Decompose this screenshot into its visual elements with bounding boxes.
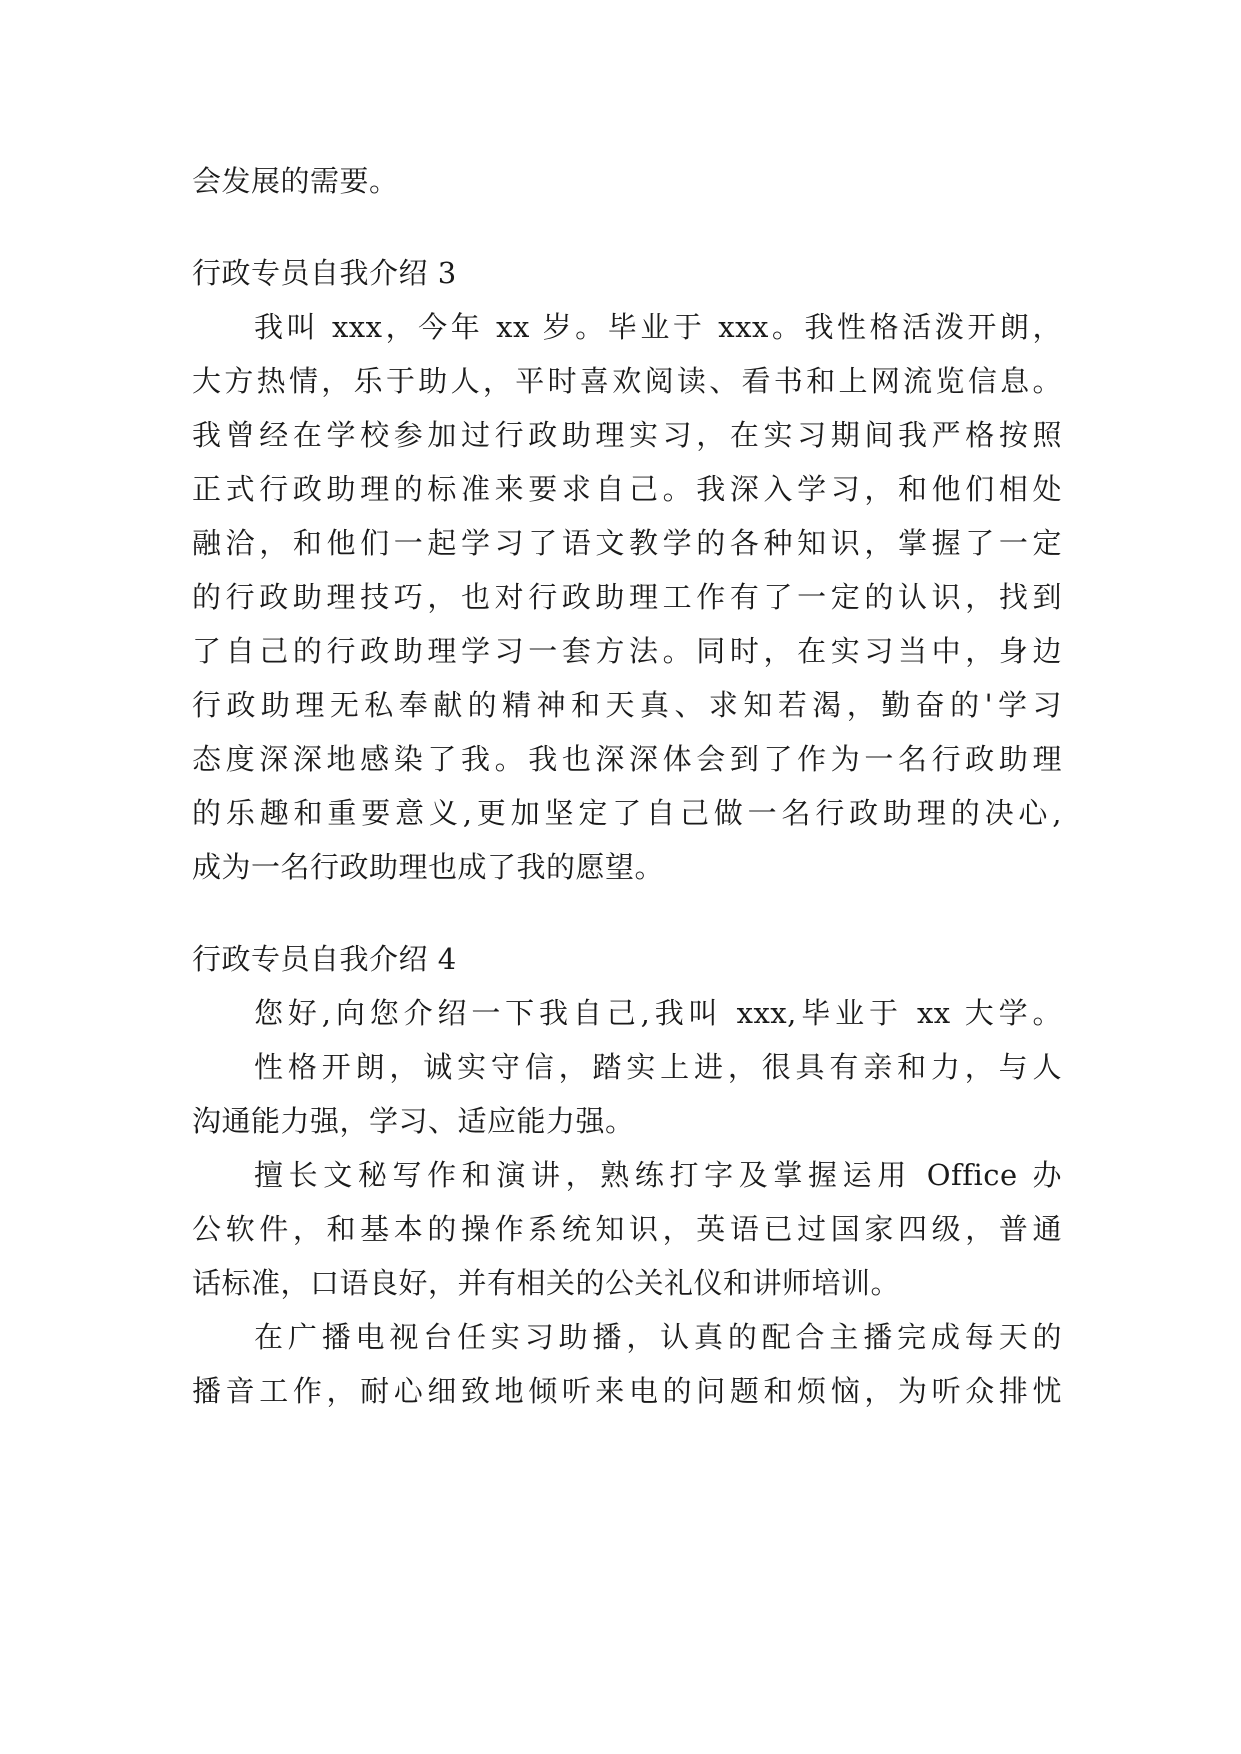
paragraph-line: 我叫 xxx，今年 xx 岁。毕业于 xxx。我性格活泼开朗， bbox=[254, 310, 1062, 344]
paragraph-line: 我曾经在学校参加过行政助理实习，在实习期间我严格按照 bbox=[192, 418, 1062, 452]
paragraph-line: 了自己的行政助理学习一套方法。同时，在实习当中，身边 bbox=[192, 634, 1062, 668]
intro-tail-line: 会发展的需要。 bbox=[192, 164, 399, 198]
paragraph-line: 成为一名行政助理也成了我的愿望。 bbox=[192, 850, 665, 884]
paragraph-line: 话标准，口语良好，并有相关的公关礼仪和讲师培训。 bbox=[192, 1266, 901, 1300]
paragraph-line: 您好,向您介绍一下我自己,我叫 xxx,毕业于 xx 大学。 bbox=[254, 996, 1062, 1030]
section-3-heading: 行政专员自我介绍 3 bbox=[192, 256, 457, 290]
paragraph-line: 擅长文秘写作和演讲，熟练打字及掌握运用 Office 办 bbox=[254, 1158, 1062, 1192]
paragraph-line: 大方热情，乐于助人，平时喜欢阅读、看书和上网流览信息。 bbox=[192, 364, 1062, 398]
paragraph-line: 融洽，和他们一起学习了语文教学的各种知识，掌握了一定 bbox=[192, 526, 1062, 560]
paragraph-line: 播音工作，耐心细致地倾听来电的问题和烦恼，为听众排忧 bbox=[192, 1374, 1062, 1408]
paragraph-line: 性格开朗，诚实守信，踏实上进，很具有亲和力，与人 bbox=[254, 1050, 1062, 1084]
paragraph-line: 沟通能力强，学习、适应能力强。 bbox=[192, 1104, 635, 1138]
paragraph-line: 在广播电视台任实习助播，认真的配合主播完成每天的 bbox=[254, 1320, 1062, 1354]
paragraph-line: 的乐趣和重要意义,更加坚定了自己做一名行政助理的决心, bbox=[192, 796, 1062, 830]
paragraph-line: 公软件，和基本的操作系统知识，英语已过国家四级，普通 bbox=[192, 1212, 1062, 1246]
paragraph-line: 行政助理无私奉献的精神和天真、求知若渴，勤奋的'学习 bbox=[192, 688, 1062, 722]
paragraph-line: 态度深深地感染了我。我也深深体会到了作为一名行政助理 bbox=[192, 742, 1062, 776]
section-4-heading: 行政专员自我介绍 4 bbox=[192, 942, 457, 976]
paragraph-line: 的行政助理技巧，也对行政助理工作有了一定的认识，找到 bbox=[192, 580, 1062, 614]
paragraph-line: 正式行政助理的标准来要求自己。我深入学习，和他们相处 bbox=[192, 472, 1062, 506]
